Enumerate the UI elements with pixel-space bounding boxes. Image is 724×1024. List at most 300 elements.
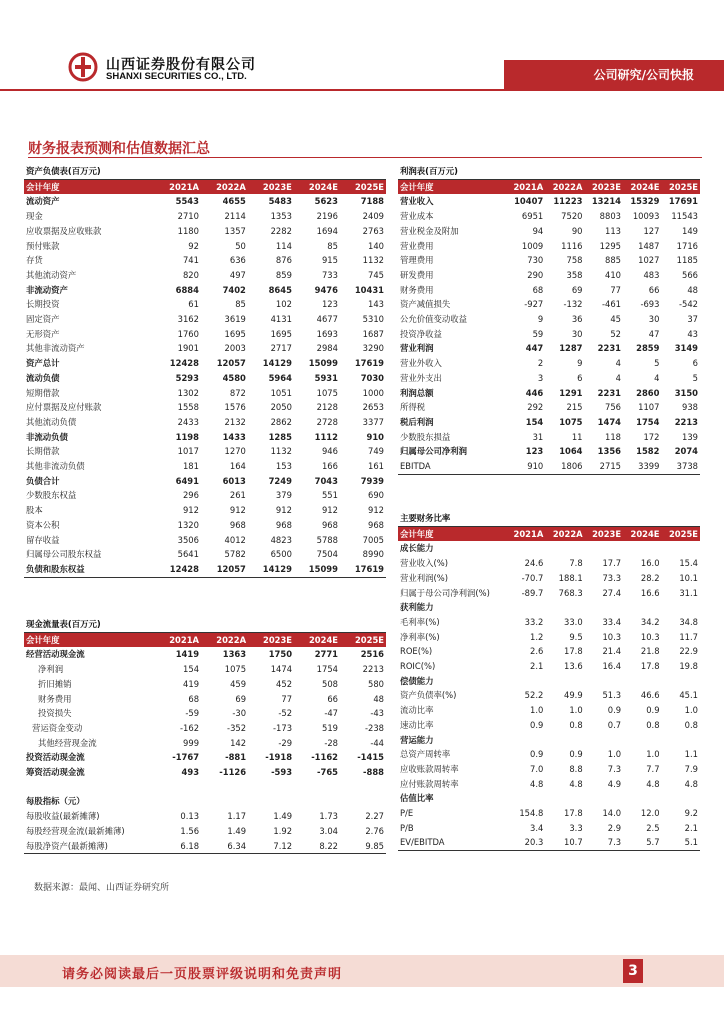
column-header-label: 会计年度 — [398, 526, 506, 541]
cell-value: 1064 — [559, 446, 583, 457]
row-label: 利润总额 — [400, 387, 434, 398]
row-label: 每股收益(最新摊薄) — [26, 811, 100, 822]
cell-value: -693 — [640, 299, 660, 310]
cell-value: 22.9 — [679, 646, 698, 657]
cell-value: 8.8 — [569, 763, 583, 774]
cell-value: 48 — [687, 284, 698, 295]
cell-value: 12428 — [169, 358, 199, 369]
cell-value: 13214 — [591, 196, 621, 207]
table-row — [24, 312, 386, 327]
cell-value: 7.3 — [585, 835, 623, 850]
table-row — [24, 839, 386, 854]
cell-value: 19.8 — [679, 661, 698, 672]
cell-value: -1415 — [357, 752, 384, 763]
cell-value: 2128 — [316, 402, 338, 413]
row-label: 现金 — [26, 211, 43, 222]
cell-value: -888 — [363, 767, 384, 778]
row-label: 其他非流动负债 — [26, 461, 85, 472]
cell-value: -30 — [232, 708, 247, 719]
cell-value: 1.92 — [273, 825, 293, 836]
cell-value: 47 — [648, 328, 660, 339]
table-row — [24, 503, 386, 518]
cell-value: 2516 — [360, 649, 384, 660]
table-row — [398, 415, 700, 430]
cell-value: 5931 — [314, 372, 338, 383]
cell-value: 1582 — [636, 446, 660, 457]
cell-value: 31 — [532, 431, 544, 442]
cell-value: -1918 — [265, 752, 293, 763]
cell-value: 1.0 — [607, 749, 622, 760]
cell-value: 2409 — [362, 211, 384, 222]
cell-value: 14.0 — [602, 808, 622, 819]
table-row — [24, 474, 386, 489]
cell-value: 910 — [506, 459, 545, 474]
row-label: 净利率(%) — [400, 631, 440, 642]
cell-value — [662, 791, 700, 806]
table-row — [398, 297, 700, 312]
cell-value — [662, 541, 700, 556]
cell-value: 1693 — [316, 328, 338, 339]
cell-value: 968 — [368, 519, 384, 530]
cell-value — [248, 794, 294, 809]
table-row — [398, 571, 700, 586]
row-label: 营运资金变动 — [32, 722, 83, 733]
company-name-en: SHANXI SECURITIES CO., LTD. — [106, 71, 247, 82]
cell-value: 7.9 — [684, 763, 698, 774]
cell-value: 59 — [532, 328, 544, 339]
cell-value: 2715 — [585, 459, 623, 474]
cell-value: 114 — [275, 240, 292, 251]
cell-value: 1357 — [224, 225, 246, 236]
table-row — [398, 444, 700, 459]
cell-value: 12057 — [216, 358, 246, 369]
table-row — [398, 718, 700, 733]
cell-value: 7.0 — [530, 763, 544, 774]
cell-value: 2114 — [224, 211, 246, 222]
cell-value: 4.8 — [684, 778, 698, 789]
row-label: 净利润 — [38, 664, 64, 675]
cell-value: 4.8 — [569, 778, 583, 789]
cell-value: 123 — [321, 299, 338, 310]
cell-value: 1.0 — [530, 705, 544, 716]
table-row — [24, 253, 386, 268]
cell-value: 7043 — [314, 475, 338, 486]
cell-value: 5.1 — [662, 835, 700, 850]
row-label: 应收票据及应收账款 — [26, 225, 102, 236]
row-label: 估值比率 — [400, 793, 434, 804]
cell-value — [662, 733, 700, 748]
table-row — [24, 677, 386, 692]
row-label: 投资净收益 — [400, 328, 442, 339]
cell-value: 6951 — [521, 211, 544, 222]
cell-value: 2984 — [316, 343, 338, 354]
cell-value: 2132 — [224, 416, 246, 427]
report-type: 公司研究/公司快报 — [593, 68, 694, 82]
cell-value: -1126 — [219, 767, 247, 778]
cell-value: 113 — [604, 225, 621, 236]
table-row — [398, 371, 700, 386]
cell-value: 3 — [537, 372, 544, 383]
row-label: 所得税 — [400, 402, 426, 413]
cell-value: 45 — [610, 314, 621, 325]
row-label: 营业成本 — [400, 211, 434, 222]
table-row — [24, 721, 386, 736]
cell-value: 999 — [183, 737, 200, 748]
table-row — [24, 647, 386, 662]
table-row — [398, 747, 700, 762]
cell-value: 1185 — [676, 255, 698, 266]
cell-value: 519 — [322, 722, 338, 733]
cell-value: 73.3 — [602, 572, 622, 583]
cell-value: 2231 — [597, 343, 621, 354]
cell-value: 4 — [615, 358, 621, 369]
cell-value: 1901 — [177, 343, 199, 354]
cell-value: 1270 — [224, 446, 246, 457]
cell-value: 1107 — [638, 402, 660, 413]
table-row — [398, 541, 700, 556]
table-row — [398, 777, 700, 792]
cell-value: 7520 — [561, 211, 583, 222]
cell-value: -28 — [324, 737, 338, 748]
cell-value: 758 — [566, 255, 583, 266]
cell-value: 14129 — [262, 358, 292, 369]
cell-value: -162 — [180, 722, 200, 733]
table-row — [24, 809, 386, 824]
cell-value — [623, 791, 661, 806]
row-label: 负债合计 — [26, 475, 60, 486]
cell-value: 5623 — [314, 196, 338, 207]
row-label: 经营活动现金流 — [26, 649, 85, 660]
table-row — [398, 239, 700, 254]
table-row — [24, 400, 386, 415]
cell-value: -47 — [324, 708, 338, 719]
cell-value: 1075 — [316, 387, 338, 398]
column-header-year: 2024E — [623, 526, 661, 541]
cell-value: 447 — [525, 343, 544, 354]
cell-value: 7005 — [362, 534, 384, 545]
table-row — [398, 356, 700, 371]
table-row — [24, 371, 386, 386]
cell-value: 2196 — [316, 211, 338, 222]
row-label: 无形资产 — [26, 328, 60, 339]
cell-value: 3619 — [224, 314, 246, 325]
row-label: EV/EBITDA — [398, 835, 506, 850]
cell-value: 1132 — [362, 255, 384, 266]
cell-value: 6013 — [222, 475, 246, 486]
cell-value: 10.1 — [679, 572, 698, 583]
table-row — [398, 703, 700, 718]
column-header-year: 2025E — [662, 526, 700, 541]
cell-value: 0.9 — [646, 705, 660, 716]
cell-value: 139 — [682, 431, 698, 442]
cell-value: 2.5 — [646, 822, 660, 833]
row-label: 其他非流动资产 — [26, 343, 85, 354]
cell-value: 2710 — [177, 211, 199, 222]
cell-value: 4580 — [222, 372, 246, 383]
table-row — [398, 821, 700, 836]
cell-value: -461 — [601, 299, 621, 310]
cell-value: 1356 — [597, 446, 621, 457]
cell-value: 690 — [368, 490, 384, 501]
cell-value: 261 — [229, 490, 246, 501]
cell-value: 4 — [654, 372, 660, 383]
cell-value: 140 — [368, 240, 384, 251]
cell-value: 6884 — [175, 284, 199, 295]
cell-value: 142 — [230, 737, 247, 748]
cell-value: 12057 — [201, 562, 248, 577]
cell-value: 1000 — [362, 387, 384, 398]
cell-value: 30 — [648, 314, 660, 325]
cell-value: 1.73 — [319, 811, 338, 822]
row-label: 营业税金及附加 — [400, 225, 459, 236]
table-row — [24, 356, 386, 371]
table-row — [24, 765, 386, 780]
cell-value: 166 — [321, 461, 338, 472]
cell-value: 61 — [188, 299, 199, 310]
column-header-year: 2024E — [294, 179, 340, 194]
cell-value: -593 — [271, 767, 293, 778]
cell-value — [340, 780, 386, 795]
cell-value: 143 — [368, 299, 384, 310]
column-header-year: 2023E — [248, 632, 294, 647]
cell-value: 3149 — [674, 343, 698, 354]
table-row — [24, 268, 386, 283]
cell-value: 3290 — [362, 343, 384, 354]
cell-value: 497 — [229, 269, 246, 280]
cell-value: 154 — [183, 664, 200, 675]
row-label: 留存收益 — [26, 534, 60, 545]
cell-value: 3.3 — [569, 822, 583, 833]
cell-value: 7.8 — [569, 558, 583, 569]
cell-value: 215 — [566, 402, 583, 413]
cell-value: 33.0 — [564, 616, 583, 627]
column-header-year: 2025E — [340, 179, 386, 194]
row-label: 财务费用 — [400, 284, 434, 295]
cell-value: 154.8 — [519, 808, 544, 819]
cell-value: 153 — [275, 461, 292, 472]
row-label: 非流动负债 — [26, 431, 68, 442]
row-label: 负债和股东权益 — [24, 562, 154, 577]
table-caption: 现金流量表(百万元) — [24, 617, 386, 632]
cell-value: 968 — [321, 519, 338, 530]
footer-disclaimer: 请务必阅读最后一页股票评级说明和免责声明 — [62, 967, 343, 982]
table-row — [24, 327, 386, 342]
cell-value: 3150 — [674, 387, 698, 398]
row-label: 公允价值变动收益 — [400, 314, 467, 325]
table-row — [24, 518, 386, 533]
cell-value — [662, 674, 700, 689]
table-row — [24, 547, 386, 562]
cell-value — [294, 794, 340, 809]
cell-value: 7402 — [222, 284, 246, 295]
table-row — [24, 692, 386, 707]
cell-value: 7.3 — [607, 763, 622, 774]
cell-value: 872 — [229, 387, 246, 398]
row-label — [24, 780, 154, 795]
cell-value: 10431 — [354, 284, 384, 295]
cell-value: 1.2 — [530, 631, 544, 642]
table-row — [398, 835, 700, 850]
column-header-year: 2022A — [201, 179, 248, 194]
header-divider — [0, 89, 724, 91]
cell-value: 756 — [604, 402, 621, 413]
cell-value: -43 — [370, 708, 384, 719]
table-row — [24, 415, 386, 430]
cell-value: 820 — [182, 269, 199, 280]
ratio-table — [398, 511, 700, 851]
cell-value: 2003 — [224, 343, 246, 354]
cell-value: 6 — [692, 358, 698, 369]
cell-value: 8645 — [268, 284, 292, 295]
row-label: 营运能力 — [400, 734, 434, 745]
cell-value — [623, 541, 661, 556]
cell-value: 912 — [182, 505, 199, 516]
company-name-cn: 山西证券股份有限公司 — [106, 57, 256, 73]
cell-value: 446 — [525, 387, 544, 398]
column-header-year: 2023E — [585, 526, 623, 541]
table-row — [398, 209, 700, 224]
cell-value: 912 — [368, 505, 384, 516]
cell-value: 1.0 — [569, 705, 583, 716]
table-row — [398, 644, 700, 659]
cell-value: 912 — [275, 505, 292, 516]
cell-value: 92 — [188, 240, 199, 251]
cell-value: 0.9 — [530, 719, 544, 730]
cell-value: 5 — [654, 358, 660, 369]
column-header-year: 2022A — [545, 526, 584, 541]
row-label: 毛利率(%) — [400, 616, 440, 627]
row-label: 速动比率 — [400, 719, 434, 730]
column-header-year: 2024E — [623, 179, 661, 194]
cell-value: 946 — [321, 446, 338, 457]
cell-value: 1695 — [270, 328, 292, 339]
cell-value: 1287 — [559, 343, 583, 354]
cell-value: 912 — [321, 505, 338, 516]
table-caption: 利润表(百万元) — [398, 164, 700, 179]
cell-value: 10093 — [632, 211, 660, 222]
cell-value: 77 — [281, 693, 293, 704]
row-label: 流动比率 — [400, 705, 434, 716]
table-row — [24, 488, 386, 503]
column-header-year: 2021A — [154, 632, 201, 647]
column-header-year: 2023E — [248, 179, 294, 194]
table-row — [398, 762, 700, 777]
cell-value: 730 — [527, 255, 544, 266]
cell-value: 1716 — [676, 240, 698, 251]
income-statement-table — [398, 164, 700, 475]
cell-value: 1576 — [224, 402, 246, 413]
cell-value: 0.8 — [646, 719, 660, 730]
cell-value: 1.0 — [646, 749, 660, 760]
cell-value: 2282 — [270, 225, 292, 236]
cell-value: 2231 — [597, 387, 621, 398]
cell-value: 0.9 — [607, 705, 622, 716]
row-label: 其他经营现金流 — [38, 737, 97, 748]
cell-value — [506, 733, 545, 748]
cell-value — [248, 780, 294, 795]
cell-value: 30 — [571, 328, 583, 339]
cell-value: 2771 — [314, 649, 338, 660]
row-label: 营业收入(%) — [400, 558, 448, 569]
row-label: 归属母公司股东权益 — [26, 549, 102, 560]
row-label: 偿债能力 — [400, 675, 434, 686]
cell-value: 4.8 — [530, 778, 544, 789]
cell-value: 11543 — [671, 211, 698, 222]
cell-value: -52 — [278, 708, 293, 719]
cell-value: -1162 — [311, 752, 338, 763]
cell-value: -238 — [364, 722, 384, 733]
cell-value: 10407 — [514, 196, 544, 207]
cell-value: 1.49 — [273, 811, 293, 822]
cell-value: 9 — [577, 358, 583, 369]
cell-value — [545, 791, 584, 806]
column-header-year: 2021A — [154, 179, 201, 194]
row-label: 股本 — [26, 505, 43, 516]
cell-value: 566 — [682, 269, 698, 280]
cell-value: -927 — [524, 299, 544, 310]
table-row — [24, 239, 386, 254]
table-row — [24, 430, 386, 445]
cell-value: 85 — [327, 240, 338, 251]
row-label: 其他流动负债 — [26, 416, 77, 427]
cell-value: 290 — [527, 269, 544, 280]
row-label: 筹资活动现金流 — [26, 767, 85, 778]
table-caption: 资产负债表(百万元) — [24, 164, 386, 179]
cell-value — [623, 600, 661, 615]
row-label: ROIC(%) — [400, 661, 436, 672]
cell-value: 17691 — [668, 196, 698, 207]
row-label: 折旧摊销 — [38, 678, 72, 689]
table-row — [24, 706, 386, 721]
cell-value: 33.2 — [524, 616, 544, 627]
table-row — [24, 824, 386, 839]
row-label: 长期投资 — [26, 299, 60, 310]
cell-value: 358 — [566, 269, 583, 280]
cell-value: 5310 — [362, 314, 384, 325]
cell-value: 1750 — [268, 649, 293, 660]
cell-value: 9.2 — [684, 808, 698, 819]
cell-value: 2.6 — [530, 646, 544, 657]
cell-value: 1132 — [270, 446, 292, 457]
table-row — [24, 533, 386, 548]
cell-value: 164 — [229, 461, 246, 472]
cell-value: 12.0 — [640, 808, 660, 819]
cell-value: 2862 — [270, 416, 292, 427]
cell-value: 10.3 — [602, 631, 622, 642]
cell-value — [506, 541, 545, 556]
row-label: 资产总计 — [26, 358, 60, 369]
cell-value: 508 — [322, 678, 338, 689]
cell-value: 2653 — [362, 402, 384, 413]
cell-value: 2.1 — [684, 822, 698, 833]
cell-value: -59 — [185, 708, 200, 719]
cell-value: 1.1 — [684, 749, 698, 760]
cell-value: 1112 — [314, 431, 338, 442]
cell-value: 15.4 — [679, 558, 698, 569]
header-bar — [0, 60, 724, 90]
table-row — [24, 283, 386, 298]
table-row — [398, 615, 700, 630]
cell-value: 5788 — [316, 534, 338, 545]
table-row — [398, 194, 700, 209]
row-label: 营业利润(%) — [400, 572, 448, 583]
row-label: 每股净资产(最新摊薄) — [24, 839, 154, 854]
cell-value: 2074 — [674, 446, 698, 457]
table-row — [24, 562, 386, 577]
cell-value: 1.49 — [227, 825, 247, 836]
row-label: 研发费用 — [400, 269, 434, 280]
cell-value: 66 — [648, 284, 660, 295]
